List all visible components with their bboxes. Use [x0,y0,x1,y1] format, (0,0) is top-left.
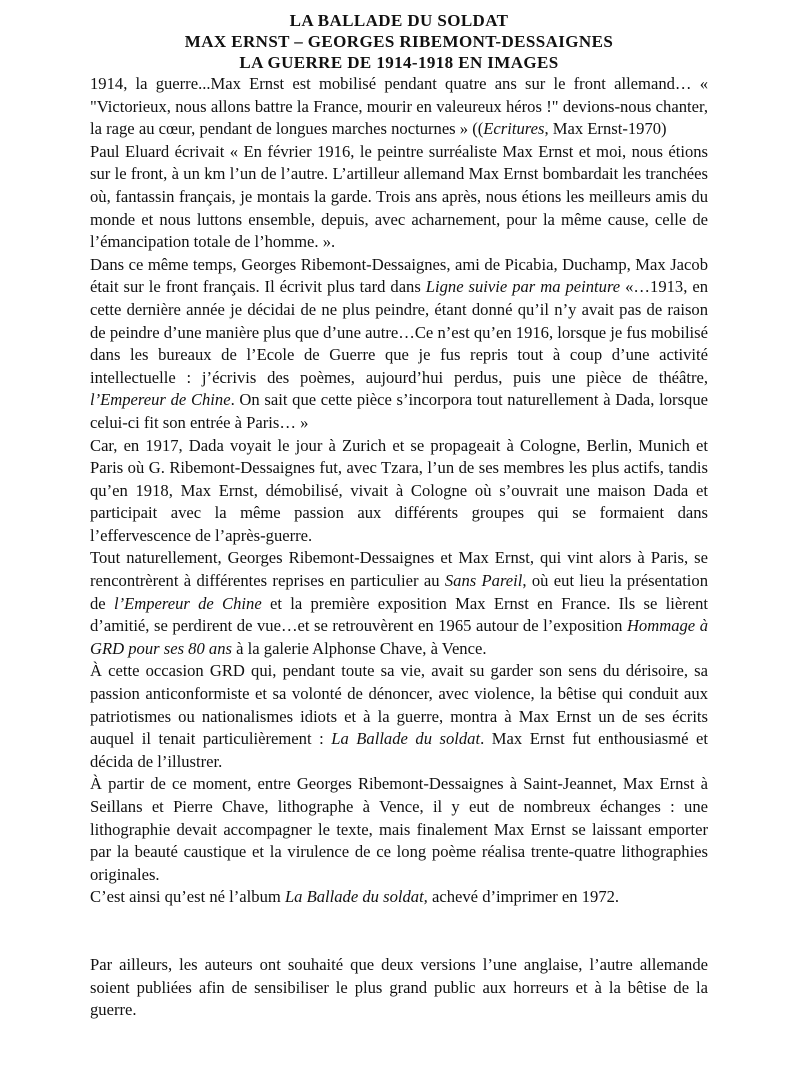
text-run: Par ailleurs, les auteurs ont souhaité que deux versions l’une anglaise, l’autre allemande soient publiées afin de sensibiliser le plus grand public aux horreurs et à la bêtise de la guerre. [90,954,708,1020]
italic-title-run: Hommage à GRD pour ses 80 ans [90,616,708,658]
paragraph [90,435,708,548]
subtitle-heading: LA GUERRE DE 1914-1918 EN IMAGES [239,53,559,72]
paragraph [90,660,708,773]
paragraph [90,886,708,909]
title-block [90,10,708,73]
paragraph [90,773,708,886]
text-run: À partir de ce moment, entre Georges Ribemont-Dessaignes à Saint-Jeannet, Max Ernst à Seillans et Pierre Chave, lithographe à Vence, il y eut de nombreux échanges : une lithographie devait accompagner le texte, mais finalement Max Ernst se laissant emporter par la beauté caustique et la virulence de ce long poème réalisa trente-quatre lithographies originales. [90,774,708,884]
italic-title-run: La Ballade du soldat, [284,887,428,907]
italic-title-run: La Ballade du soldat [331,729,481,749]
paragraph [90,141,708,254]
body-text [90,73,708,1022]
text-run: C’est ainsi qu’est né l’album [90,887,285,907]
italic-title-run: l’Empereur de Chine [90,390,231,410]
text-run: achevé d’imprimer en 1972. [427,887,620,907]
paragraph [90,547,708,660]
text-run: À cette occasion GRD qui, pendant toute sa vie, avait su garder son sens du dérisoire, sa passion anticonformiste et sa volonté de dénoncer, avec violence, la bêtise qui conduit aux patriotismes ou nationalismes idiots et à la guerre, montra à Max Ernst un de ses écrits auquel il tenait particulièrement : [90,661,708,749]
text-run: . Max Ernst fut enthousiasmé et décida de l’illustrer. [90,729,709,771]
text-run: Dans ce même temps, Georges Ribemont-Dessaignes, ami de Picabia, Duchamp, Max Jacob était sur le front français. Il écrivit plus tard dans [90,254,708,297]
text-run: , où eut lieu la présentation de [90,571,709,613]
text-run: Tout naturellement, Georges Ribemont-Dessaignes et Max Ernst, qui vint alors à Paris, se rencontrèrent à différentes reprises en particulier au [90,548,708,591]
text-run: et la première exposition Max Ernst en France. Ils se lièrent d’amitié, se perdirent de vue…et se retrouvèrent en 1965 autour de l’exposition [90,593,708,636]
italic-title-run: l’Empereur de Chine [113,593,262,613]
text-run: 1914, la guerre...Max Ernst est mobilisé pendant quatre ans sur le front allemand… « "Victorieux, nous allons battre la France, mourir en valeureux héros !" devions-nous chanter, la rage au cœur, pendant de longues marches nocturnes » (( [90,74,708,139]
paragraph [90,254,708,435]
document-page [90,10,708,1022]
title-heading: LA BALLADE DU SOLDAT [289,11,509,30]
italic-title-run: Ligne suivie par ma peinture [425,277,621,297]
text-run: . On sait que cette pièce s’incorpora tout naturellement à Dada, lorsque celui-ci fit son entrée à Paris… » [90,390,708,432]
text-run: Paul Eluard écrivait « En février 1916, le peintre surréaliste Max Ernst et moi, nous étions sur le front, à un km l’un de l’autre. L’artilleur allemand Max Ernst bombardait les tranchées où, fantassin français, je montais la garde. Trois ans après, nous étions les meilleurs amis du monde et nous luttons ensemble, depuis, avec acharnement, pour la même cause, celle de l’émancipation totale de l’homme. ». [90,141,708,252]
text-run: , Max Ernst-1970) [544,119,667,139]
text-run: à la galerie Alphonse Chave, à Vence. [231,638,487,658]
text-run: Car, en 1917, Dada voyait le jour à Zurich et se propageait à Cologne, Berlin, Munich et Paris où G. Ribemont-Dessaignes fut, avec Tzara, l’un de ses membres les plus actifs, tandis qu’en 1918, Max Ernst, démobilisé, vivait à Cologne où s’ouvrait une maison Dada et participait avec la même passion aux différents groupes qui se formaient dans l’effervescence de l’après-guerre. [90,435,708,545]
paragraph-gap [90,909,708,954]
italic-title-run: Sans Pareil [444,571,523,591]
paragraph [90,73,708,141]
authors-heading: MAX ERNST – GEORGES RIBEMONT-DESSAIGNES [184,32,614,51]
closing-paragraph [90,954,708,1022]
text-run: «…1913, en cette dernière année je décidai de ne plus peindre, étant donné qu’il n’y avait pas de raison de peindre d’une manière plus que d’une autre…Ce n’est qu’en 1916, lorsque je fus mobilisé dans les bureaux de l’Ecole de Guerre que je fus repris tout à coup d’une activité intellectuelle : j’écrivis des poèmes, aujourd’hui perdus, puis une pièce de théâtre, [90,277,708,387]
italic-title-run: Ecritures [483,119,545,139]
